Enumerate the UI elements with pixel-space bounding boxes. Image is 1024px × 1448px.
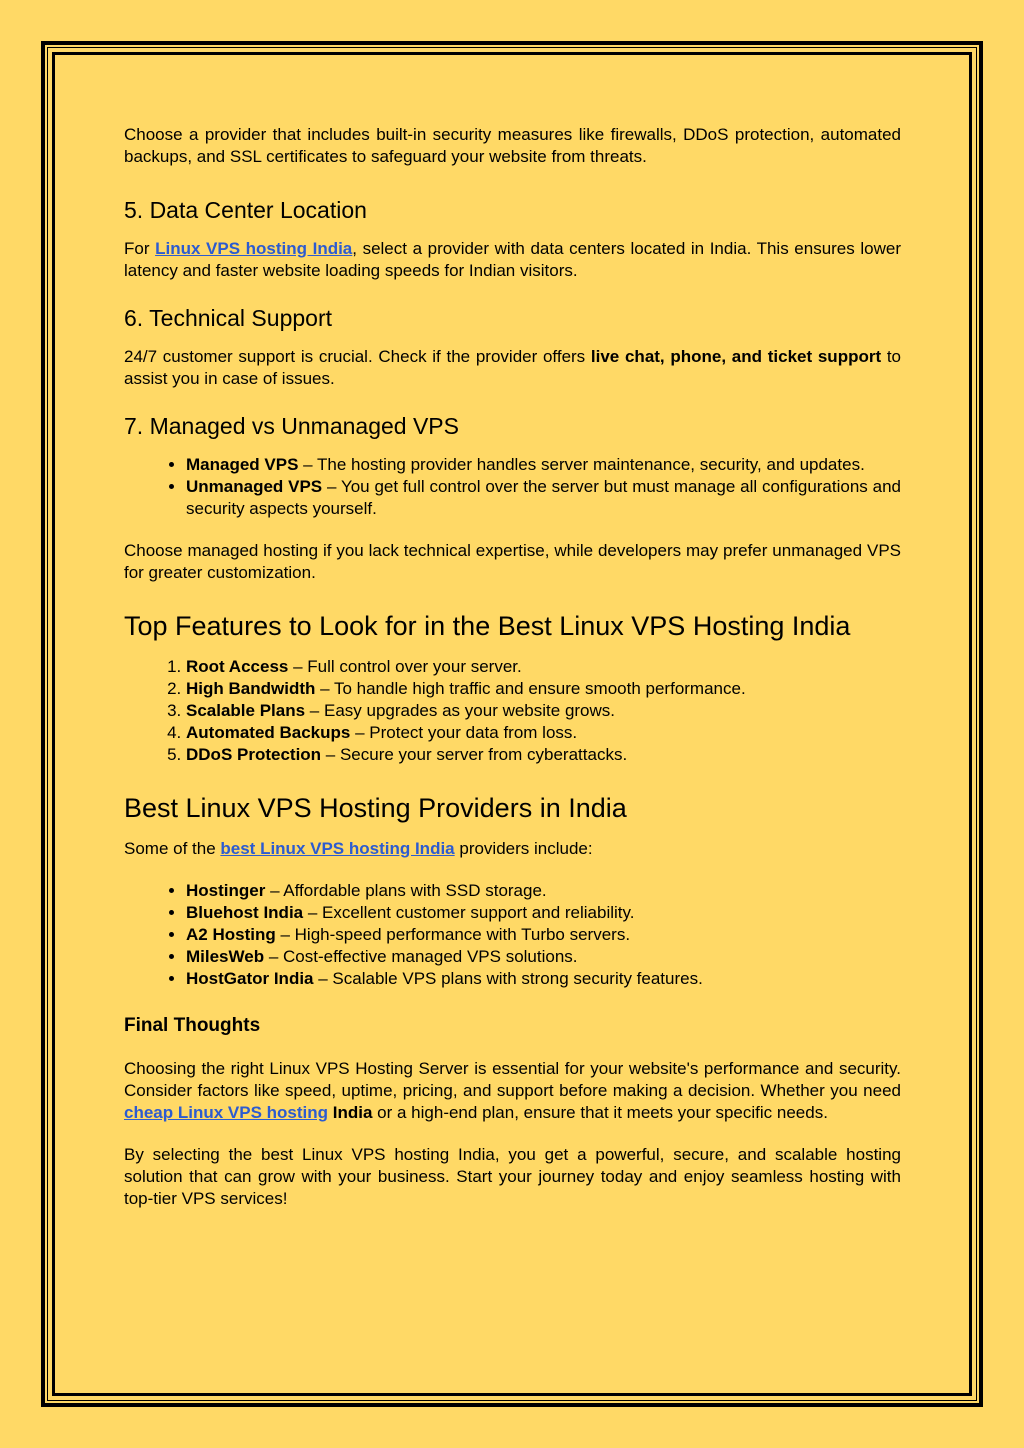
list-item-desc: – Cost-effective managed VPS solutions. xyxy=(264,947,578,966)
list-item xyxy=(186,902,901,924)
list-item xyxy=(186,454,901,476)
list-item xyxy=(186,946,901,968)
text-segment: to assist you in case of issues. xyxy=(124,347,902,388)
features-list xyxy=(124,656,901,766)
heading-top-features: Top Features to Look for in the Best Linux VPS Hosting India xyxy=(124,611,851,641)
text-segment: For xyxy=(124,239,156,258)
list-item-term: Automated Backups xyxy=(186,723,351,742)
heading-managed-vs-unmanaged: 7. Managed vs Unmanaged VPS xyxy=(124,413,459,439)
final-paragraph-2: By selecting the best Linux VPS hosting India, you get a powerful, secure, and scalable hosting solution that can grow with your business. Start your journey today and enjoy seamless hosting with top-tier VPS services! xyxy=(124,1145,901,1208)
list-item-term: High Bandwidth xyxy=(186,679,316,698)
final-paragraph-1 xyxy=(124,1058,901,1124)
list-item xyxy=(186,700,901,722)
list-item xyxy=(186,744,901,766)
text-segment: or a high-end plan, ensure that it meets your specific needs. xyxy=(372,1103,828,1122)
list-item-term: Managed VPS xyxy=(186,455,299,474)
link-cheap-linux-vps-hosting[interactable]: cheap Linux VPS hosting xyxy=(124,1103,329,1122)
list-item xyxy=(186,656,901,678)
list-item-desc: – The hosting provider handles server maintenance, security, and updates. xyxy=(298,455,865,474)
security-paragraph: Choose a provider that includes built-in security measures like firewalls, DDoS protection, automated backups, and SSL certificates to safeguard your website from threats. xyxy=(124,125,901,166)
link-best-linux-vps-hosting-india[interactable]: best Linux VPS hosting India xyxy=(220,839,455,858)
list-item-term: Hostinger xyxy=(186,881,266,900)
data-center-paragraph xyxy=(124,238,901,282)
heading-final-thoughts: Final Thoughts xyxy=(124,1015,261,1036)
link-linux-vps-hosting-india[interactable]: Linux VPS hosting India xyxy=(155,239,353,258)
list-item-desc: – To handle high traffic and ensure smooth performance. xyxy=(315,679,746,698)
text-segment: Some of the xyxy=(124,839,221,858)
list-item xyxy=(186,924,901,946)
text-segment: providers include: xyxy=(454,839,593,858)
list-item-term: MilesWeb xyxy=(186,947,265,966)
list-item-desc: – You get full control over the server but must manage all configurations and security aspects yourself. xyxy=(186,477,901,518)
list-item-term: Scalable Plans xyxy=(186,701,306,720)
text-emphasis: live chat, phone, and ticket support xyxy=(590,347,882,366)
list-item xyxy=(186,968,901,990)
list-item-desc: – Full control over your server. xyxy=(288,657,522,676)
heading-technical-support: 6. Technical Support xyxy=(124,305,332,331)
list-item-desc: – Excellent customer support and reliability. xyxy=(303,903,635,922)
list-item-term: A2 Hosting xyxy=(186,925,276,944)
technical-support-paragraph xyxy=(124,346,901,390)
heading-best-providers: Best Linux VPS Hosting Providers in India xyxy=(124,793,627,823)
list-item-desc: – Secure your server from cyberattacks. xyxy=(321,745,628,764)
list-item-desc: – Affordable plans with SSD storage. xyxy=(265,881,547,900)
text-segment: , select a provider with data centers located in India. This ensures lower latency and faster website loading speeds for Indian visitors. xyxy=(124,239,901,280)
managed-vps-list xyxy=(124,454,901,520)
providers-intro-paragraph xyxy=(124,838,901,860)
list-item-term: DDoS Protection xyxy=(186,745,322,764)
document-body xyxy=(124,124,901,1210)
text-segment: 24/7 customer support is crucial. Check if the provider offers xyxy=(124,347,591,366)
list-item-desc: – High-speed performance with Turbo servers. xyxy=(275,925,631,944)
providers-list xyxy=(124,880,901,990)
list-item-term: HostGator India xyxy=(186,969,314,988)
list-item-desc: – Protect your data from loss. xyxy=(350,723,578,742)
list-item-term: Unmanaged VPS xyxy=(186,477,323,496)
list-item xyxy=(186,722,901,744)
list-item xyxy=(186,880,901,902)
list-item-term: Root Access xyxy=(186,657,289,676)
list-item xyxy=(186,476,901,520)
heading-data-center-location: 5. Data Center Location xyxy=(124,197,367,223)
text-emphasis: India xyxy=(328,1103,373,1122)
list-item xyxy=(186,678,901,700)
list-item-term: Bluehost India xyxy=(186,903,304,922)
managed-choice-paragraph: Choose managed hosting if you lack technical expertise, while developers may prefer unmanaged VPS for greater customization. xyxy=(124,541,901,582)
text-segment: Choosing the right Linux VPS Hosting Server is essential for your website's performance and security. Consider factors like speed, uptime, pricing, and support before making a decision. Whether you need xyxy=(124,1059,901,1100)
list-item-desc: – Scalable VPS plans with strong security features. xyxy=(313,969,703,988)
list-item-desc: – Easy upgrades as your website grows. xyxy=(305,701,616,720)
